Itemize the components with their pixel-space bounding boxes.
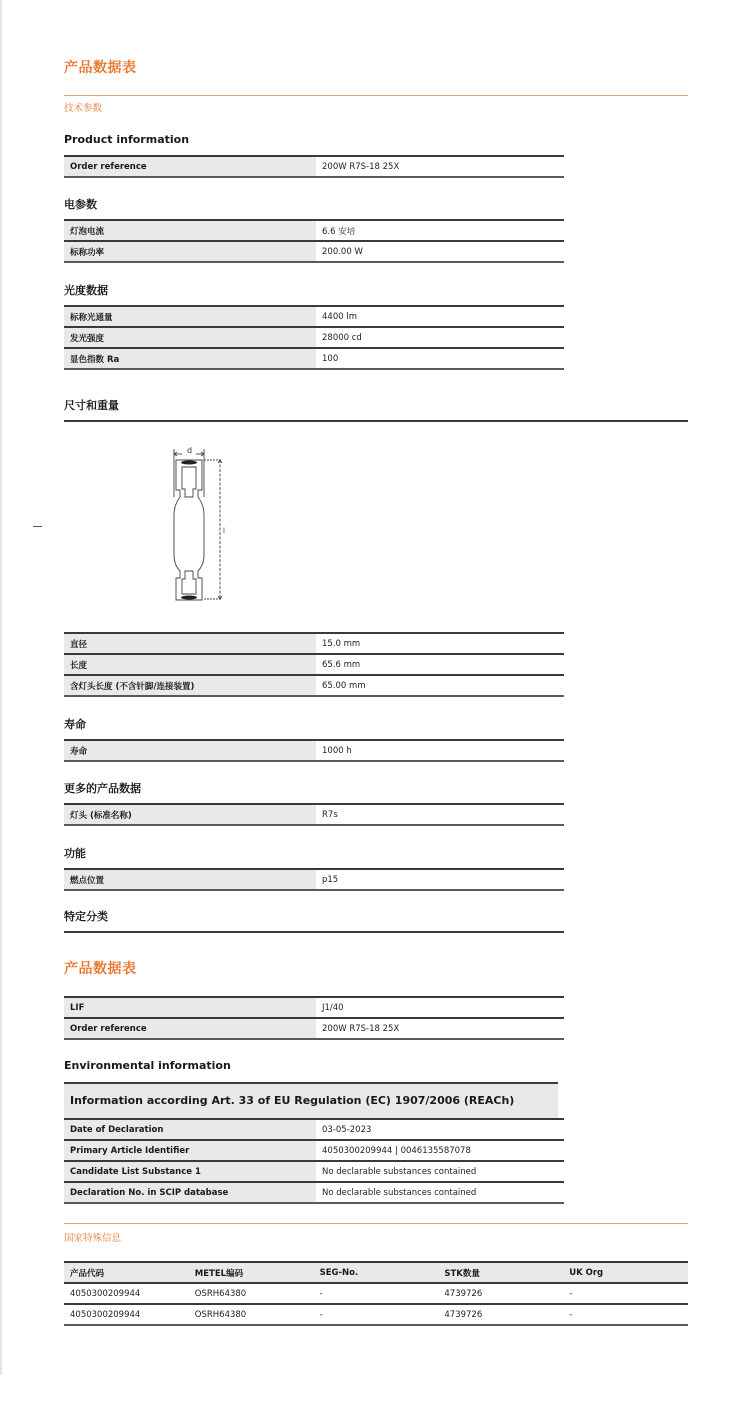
dimensions-divider xyxy=(64,420,688,422)
row-value: 65.6 mm xyxy=(316,654,564,675)
row-value: p15 xyxy=(316,869,564,890)
table-row xyxy=(64,327,564,348)
table-row xyxy=(64,654,564,675)
column-header: SEG-No. xyxy=(314,1262,439,1283)
electrical-heading: 电参数 xyxy=(64,198,97,211)
page-title: 产品数据表 xyxy=(64,60,137,76)
table-cell: - xyxy=(563,1304,688,1325)
row-value: 6.6 安培 xyxy=(316,220,564,241)
lifespan-table xyxy=(64,739,564,762)
table-row xyxy=(64,740,564,761)
table-row xyxy=(64,1161,564,1182)
table-row xyxy=(64,997,564,1018)
table-cell: 4739726 xyxy=(438,1283,563,1304)
row-value: 4050300209944 | 0046135587078 xyxy=(316,1140,564,1161)
row-key: Primary Article Identifier xyxy=(64,1140,316,1161)
row-key: 长度 xyxy=(64,654,316,675)
row-key: 寿命 xyxy=(64,740,316,761)
table-cell: OSRH64380 xyxy=(189,1283,314,1304)
row-key: 显色指数 Ra xyxy=(64,348,316,369)
classification-divider xyxy=(64,931,564,933)
table-cell: 4739726 xyxy=(438,1304,563,1325)
dimensions-heading: 尺寸和重量 xyxy=(64,399,119,412)
row-value: 1000 h xyxy=(316,740,564,761)
row-key: 标称光通量 xyxy=(64,306,316,327)
row-key: LIF xyxy=(64,997,316,1018)
header-divider xyxy=(64,95,688,96)
lifespan-heading: 寿命 xyxy=(64,718,86,731)
row-value: J1/40 xyxy=(316,997,564,1018)
diagram-label-l: l xyxy=(223,527,225,535)
lamp-dimension-diagram-icon xyxy=(160,445,240,610)
table-row xyxy=(64,156,564,177)
datasheet-2-table xyxy=(64,996,564,1040)
row-value: 28000 cd xyxy=(316,327,564,348)
country-info-table xyxy=(64,1261,688,1326)
row-value: R7s xyxy=(316,804,564,825)
environmental-heading: Environmental information xyxy=(64,1059,231,1072)
more-data-heading: 更多的产品数据 xyxy=(64,782,141,795)
table-row xyxy=(64,348,564,369)
row-value: 03-05-2023 xyxy=(316,1119,564,1140)
table-row xyxy=(64,869,564,890)
table-row xyxy=(64,241,564,262)
function-heading: 功能 xyxy=(64,847,86,860)
table-row xyxy=(64,1304,688,1325)
column-header: 产品代码 xyxy=(64,1262,189,1283)
table-header-row xyxy=(64,1262,688,1283)
reach-title: Information according Art. 33 of EU Regulation (EC) 1907/2006 (REACh) xyxy=(64,1082,558,1118)
row-key: Candidate List Substance 1 xyxy=(64,1161,316,1182)
column-header: METEL编码 xyxy=(189,1262,314,1283)
electrical-table xyxy=(64,219,564,263)
page-left-border xyxy=(0,0,2,1375)
dimensions-table xyxy=(64,632,564,697)
row-value: 100 xyxy=(316,348,564,369)
row-key: 标称功率 xyxy=(64,241,316,262)
table-cell: 4050300209944 xyxy=(64,1283,189,1304)
table-row xyxy=(64,220,564,241)
table-row xyxy=(64,306,564,327)
photometric-heading: 光度数据 xyxy=(64,284,108,297)
more-data-table xyxy=(64,803,564,826)
row-value: 65.00 mm xyxy=(316,675,564,696)
row-value: 200W R7S-18 25X xyxy=(316,156,564,177)
classification-heading: 特定分类 xyxy=(64,910,108,923)
row-value: 4400 lm xyxy=(316,306,564,327)
table-cell: - xyxy=(314,1304,439,1325)
row-value: 200W R7S-18 25X xyxy=(316,1018,564,1039)
table-cell: - xyxy=(563,1283,688,1304)
country-info-heading: 国家特殊信息 xyxy=(64,1233,122,1244)
row-value: 200.00 W xyxy=(316,241,564,262)
table-row xyxy=(64,1119,564,1140)
table-row xyxy=(64,633,564,654)
row-key: Order reference xyxy=(64,1018,316,1039)
country-info-divider xyxy=(64,1223,688,1224)
column-header: STK数量 xyxy=(438,1262,563,1283)
row-key: 含灯头长度 (不含针脚/连接装置) xyxy=(64,675,316,696)
product-information-heading: Product information xyxy=(64,133,190,146)
column-header: UK Org xyxy=(563,1262,688,1283)
table-row xyxy=(64,1283,688,1304)
table-cell: - xyxy=(314,1283,439,1304)
row-key: 发光强度 xyxy=(64,327,316,348)
table-cell: OSRH64380 xyxy=(189,1304,314,1325)
row-key: 灯泡电流 xyxy=(64,220,316,241)
row-value: No declarable substances contained xyxy=(316,1161,564,1182)
table-row xyxy=(64,804,564,825)
section-subtitle: 技术参数 xyxy=(64,103,103,114)
function-table xyxy=(64,868,564,891)
table-cell: 4050300209944 xyxy=(64,1304,189,1325)
margin-mark xyxy=(33,526,42,527)
table-row xyxy=(64,1018,564,1039)
row-value: 15.0 mm xyxy=(316,633,564,654)
row-key: 直径 xyxy=(64,633,316,654)
table-row xyxy=(64,675,564,696)
row-key: Date of Declaration xyxy=(64,1119,316,1140)
row-value: No declarable substances contained xyxy=(316,1182,564,1203)
row-key: 灯头 (标准名称) xyxy=(64,804,316,825)
row-key: Order reference xyxy=(64,156,316,177)
table-row xyxy=(64,1182,564,1203)
row-key: Declaration No. in SCIP database xyxy=(64,1182,316,1203)
datasheet-title-2: 产品数据表 xyxy=(64,961,137,977)
photometric-table xyxy=(64,305,564,370)
table-row xyxy=(64,1140,564,1161)
row-key: 燃点位置 xyxy=(64,869,316,890)
product-information-table xyxy=(64,155,564,178)
diagram-label-d: d xyxy=(187,446,193,455)
reach-table xyxy=(64,1118,564,1204)
